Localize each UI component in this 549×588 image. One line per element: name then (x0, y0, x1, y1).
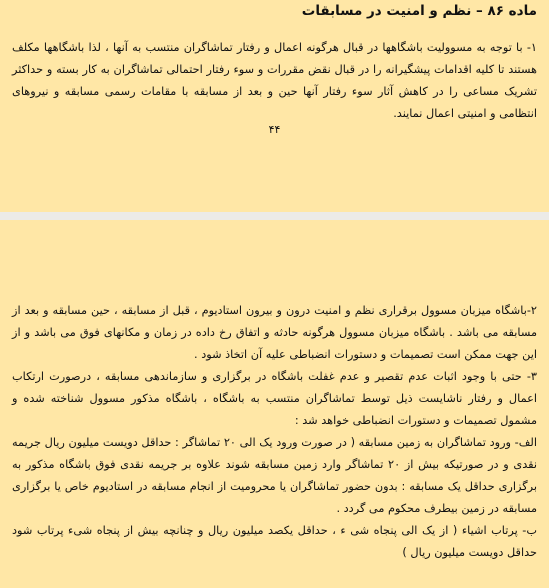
document-page-bottom (0, 220, 549, 588)
page-number: ۴۴ (268, 123, 281, 136)
paragraph-clause-1: ۱- با توجه به مسوولیت باشگاهها در قبال هرگونه اعمال و رفتار تماشاگران منتسب به آنها ، لذا باشگاهها مکلف هستند تا کلیه اقدامات پیشگیرانه را در قبال نقض مقررات و سوء رفتار احتمالی تماشاگران به کار بسته و حداکثر تشریک مساعی را در کاهش آثار سوء رفتار آنها حین و بعد از مسابقه با مقامات رسمی مسابقه و نیروهای انتظامی و امنیتی اعمال نمایند. (12, 41, 537, 120)
paragraph-clause-alef: الف- ورود تماشاگران به زمین مسابقه ( در صورت ورود یک الی ۲۰ تماشاگر : حداقل دویست میلیون ریال جریمه نقدی و در صورتیکه بیش از ۲۰ تماشاگر وارد زمین مسابقه شوند علاوه بر جریمه نقدی فوق باشگاه مذکور به برگزاری حداقل یک مسابقه : بدون حضور تماشاگران یا محرومیت از انجام مسابقه در استادیوم خاص یا برگزاری مسابقه در زمین بیطرف محکوم می گردد . (12, 436, 538, 515)
document-page-top (0, 0, 549, 212)
page-separator (0, 212, 549, 220)
paragraph-clause-3: ۳- حتی با وجود اثبات عدم تقصیر و عدم غفلت باشگاه در برگزاری و سازماندهی مسابقه ، درصورت ارتکاب اعمال و رفتار ناشایست ذیل توسط تماشاگران منتسب به باشگاه ، باشگاه مذکور مسوول شناخته شده و مشمول تصمیمات و دستورات انضباطی خواهد شد : (12, 370, 537, 427)
paragraph-clause-be: ب- پرتاب اشیاء ( از یک الی پنجاه شی ء ، حداقل یکصد میلیون ریال و چنانچه بیش از پنجاه شیء پرتاب شود حداقل دویست میلیون ریال ) (12, 524, 537, 559)
paragraph-clause-2: ۲-باشگاه میزبان مسوول برقراری نظم و امنیت درون و بیرون استادیوم ، قبل از مسابقه ، حین مسابقه و بعد از مسابقه می باشد . باشگاه میزبان مسوول هرگونه حادثه و اتفاق رخ داده در زمان و مکانهای فوق می باشد و از این جهت ممکن است تصمیمات و دستورات انضباطی علیه آن اتخاذ شود . (12, 304, 537, 361)
article-title: ماده ۸۶ – نظم و امنیت در مسابقات (301, 3, 537, 19)
